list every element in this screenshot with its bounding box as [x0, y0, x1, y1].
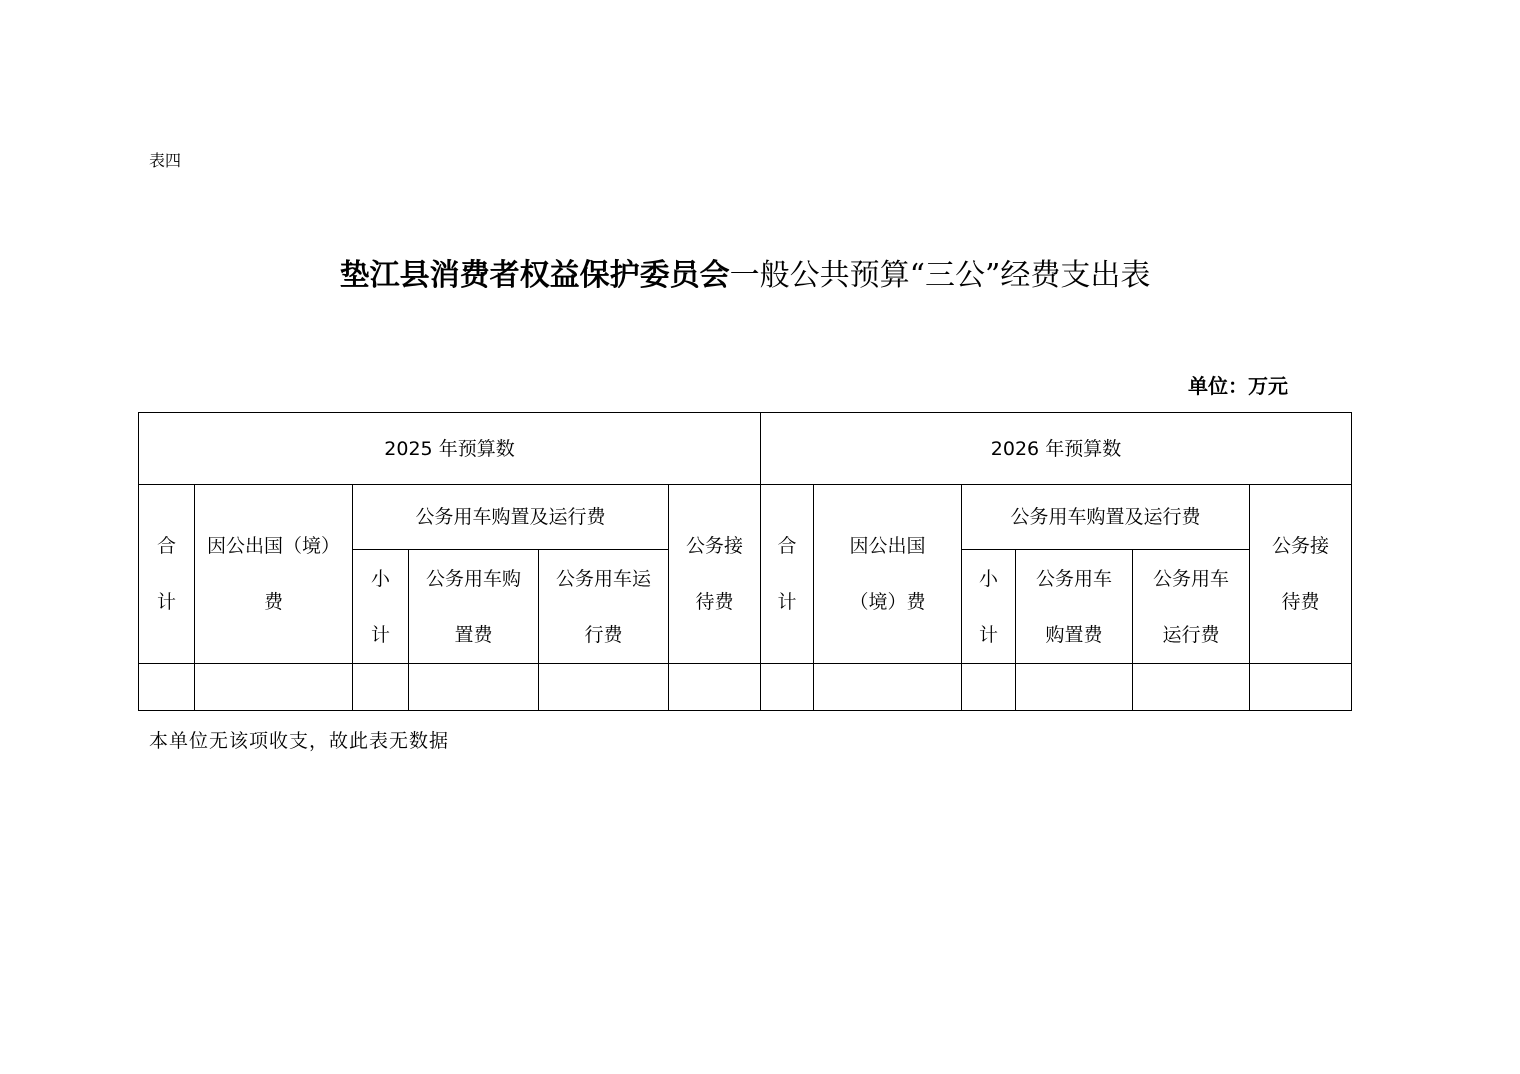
header-2026: 2026 年预算数: [761, 413, 1352, 485]
header-2025: 2025 年预算数: [139, 413, 761, 485]
header-2025-vehicle-operation: 公务用车运 行费: [539, 550, 669, 664]
header-2025-vehicle-purchase: 公务用车购 置费: [409, 550, 539, 664]
header-2025-vehicle-subtotal: 小 计: [353, 550, 409, 664]
header-2025-reception: 公务接 待费: [669, 485, 761, 664]
column-header-row-1: [139, 485, 1352, 550]
header-2025-total: 合 计: [139, 485, 195, 664]
empty-cell: [1016, 664, 1133, 711]
document-title: [0, 250, 1490, 294]
table-row: [139, 664, 1352, 711]
header-2026-vehicle: 公务用车购置及运行费: [962, 485, 1250, 550]
header-2026-vehicle-subtotal: 小 计: [962, 550, 1016, 664]
title-description: 一般公共预算“三公”经费支出表: [729, 258, 1151, 293]
empty-cell: [409, 664, 539, 711]
budget-table: [138, 412, 1352, 711]
empty-cell: [761, 664, 814, 711]
header-2026-abroad: 因公出国 （境）费: [814, 485, 962, 664]
header-2026-vehicle-operation: 公务用车 运行费: [1133, 550, 1250, 664]
header-2025-abroad: 因公出国（境） 费: [195, 485, 353, 664]
empty-cell: [539, 664, 669, 711]
empty-cell: [353, 664, 409, 711]
empty-cell: [195, 664, 353, 711]
table-number-label: 表四: [149, 151, 182, 170]
empty-cell: [962, 664, 1016, 711]
header-2026-total: 合 计: [761, 485, 814, 664]
empty-cell: [814, 664, 962, 711]
title-organization: 垫江县消费者权益保护委员会: [339, 258, 730, 293]
header-2025-vehicle: 公务用车购置及运行费: [353, 485, 669, 550]
header-2026-reception: 公务接 待费: [1250, 485, 1352, 664]
empty-cell: [139, 664, 195, 711]
header-2026-vehicle-purchase: 公务用车 购置费: [1016, 550, 1133, 664]
empty-cell: [669, 664, 761, 711]
unit-label: 单位：万元: [1188, 374, 1288, 398]
empty-cell: [1133, 664, 1250, 711]
empty-cell: [1250, 664, 1352, 711]
year-header-row: [139, 413, 1352, 485]
footnote: 本单位无该项收支，故此表无数据: [149, 730, 450, 752]
